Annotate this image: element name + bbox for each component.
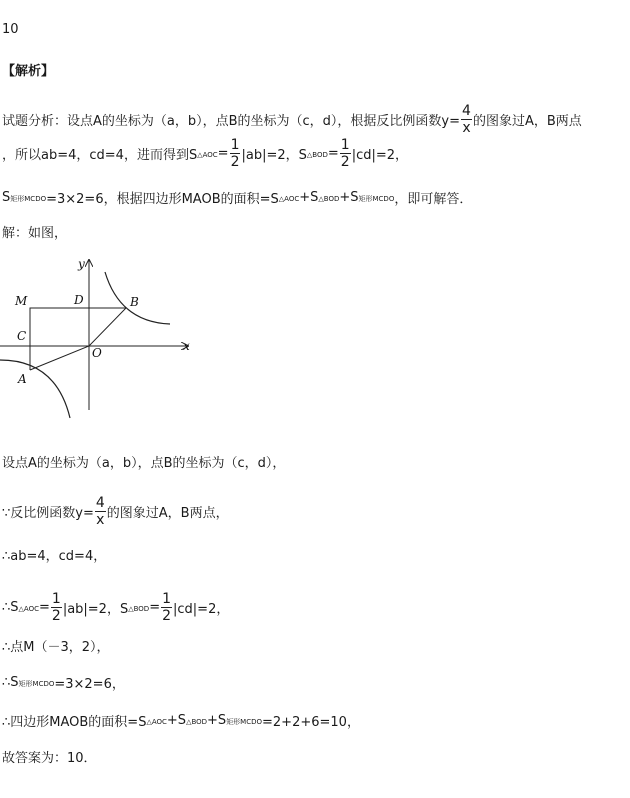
solution-text: ∴四边形MAOB的面积=S [2,715,147,730]
fraction-4-over-x [461,104,472,135]
subscript: 矩形MCDO [10,194,47,203]
fraction-4-over-x [95,496,106,527]
section-header: 【解析】 [2,64,55,79]
solution-text: |ab|=2，S [62,602,129,617]
solution-text: 的图象过A，B两点， [106,506,229,521]
analysis-text: = [217,146,229,161]
analysis-text: S [2,190,11,205]
solution-step-2 [2,496,229,527]
solution-text: =3×2=6， [54,677,125,692]
fraction-denominator: 2 [340,154,350,170]
fraction-numerator: 4 [462,103,471,119]
answer-number: 10 [2,22,19,37]
fraction-numerator: 1 [230,137,240,153]
subscript: △AOC [146,717,167,726]
subscript: 矩形MCDO [226,717,263,726]
label-d: D [74,293,84,307]
solution-step-4 [2,592,229,623]
fraction-numerator: 1 [162,591,172,607]
subscript: △BOD [306,150,328,159]
analysis-line-2 [2,138,408,169]
analysis-text: ，所以ab=4，cd=4，进而得到S [2,148,198,163]
subscript: △BOD [318,194,340,203]
label-c: C [17,329,27,343]
fraction-one-half [340,138,351,169]
solution-text: +S [207,713,227,728]
fraction-one-half [161,592,172,623]
quadrilateral-maob [30,308,126,370]
analysis-text: = [327,146,339,161]
fraction-one-half [51,592,62,623]
analysis-text: +S [339,190,359,205]
coordinate-figure [0,250,200,422]
fraction-numerator: 1 [340,137,350,153]
final-answer: 故答案为：10． [2,751,97,766]
solution-text: ∵反比例函数y= [2,506,94,521]
solution-step-1: 设点A的坐标为（a，b），点B的坐标为（c，d）， [2,456,286,471]
label-a: A [18,372,27,386]
analysis-text: +S [299,190,319,205]
subscript: 矩形MCDO [18,679,55,688]
solution-step-6 [2,673,125,692]
solution-text: +S [166,713,187,728]
subscript: △AOC [197,150,218,159]
solution-step-7 [2,711,360,730]
fraction-denominator: 2 [162,608,172,624]
label-m: M [15,294,28,308]
analysis-text: ，即可解答． [394,192,473,207]
solution-text: ∴S [2,675,19,690]
label-b: B [130,295,139,309]
solution-intro: 解：如图， [2,226,68,241]
subscript: △AOC [278,194,300,203]
analysis-text: =3×2=6，根据四边形MAOB的面积=S [46,192,279,207]
subscript: △BOD [186,717,208,726]
solution-text: ∴S [2,600,19,615]
analysis-line-1 [2,104,582,135]
analysis-text: 试题分析：设点A的坐标为（a，b），点B的坐标为（c，d），根据反比例函数y= [2,114,461,129]
subscript: 矩形MCDO [358,194,395,203]
analysis-text: 的图象过A，B两点 [472,114,582,129]
hyperbola-branch-third-quadrant [0,360,70,418]
fraction-denominator: 2 [51,608,61,624]
solution-text: = [38,600,50,615]
fraction-numerator: 4 [95,495,105,511]
solution-text: |cd|=2， [173,602,230,617]
solution-text: = [149,600,161,615]
fraction-numerator: 1 [51,591,61,607]
label-y: y [78,257,85,271]
solution-step-5: ∴点M（－3，2）， [2,640,110,655]
analysis-line-3 [2,188,472,207]
analysis-text: |cd|=2， [351,148,409,163]
analysis-text: |ab|=2，S [241,148,307,163]
fraction-denominator: x [462,120,471,136]
fraction-one-half [230,138,241,169]
fraction-denominator: 2 [230,154,240,170]
label-x: x [183,339,190,353]
subscript: △BOD [128,604,150,613]
solution-text: =2+2+6=10， [262,715,360,730]
solution-step-3: ∴ab=4，cd=4， [2,549,107,564]
fraction-denominator: x [96,512,105,528]
label-o: O [92,346,102,360]
subscript: △AOC [18,604,39,613]
